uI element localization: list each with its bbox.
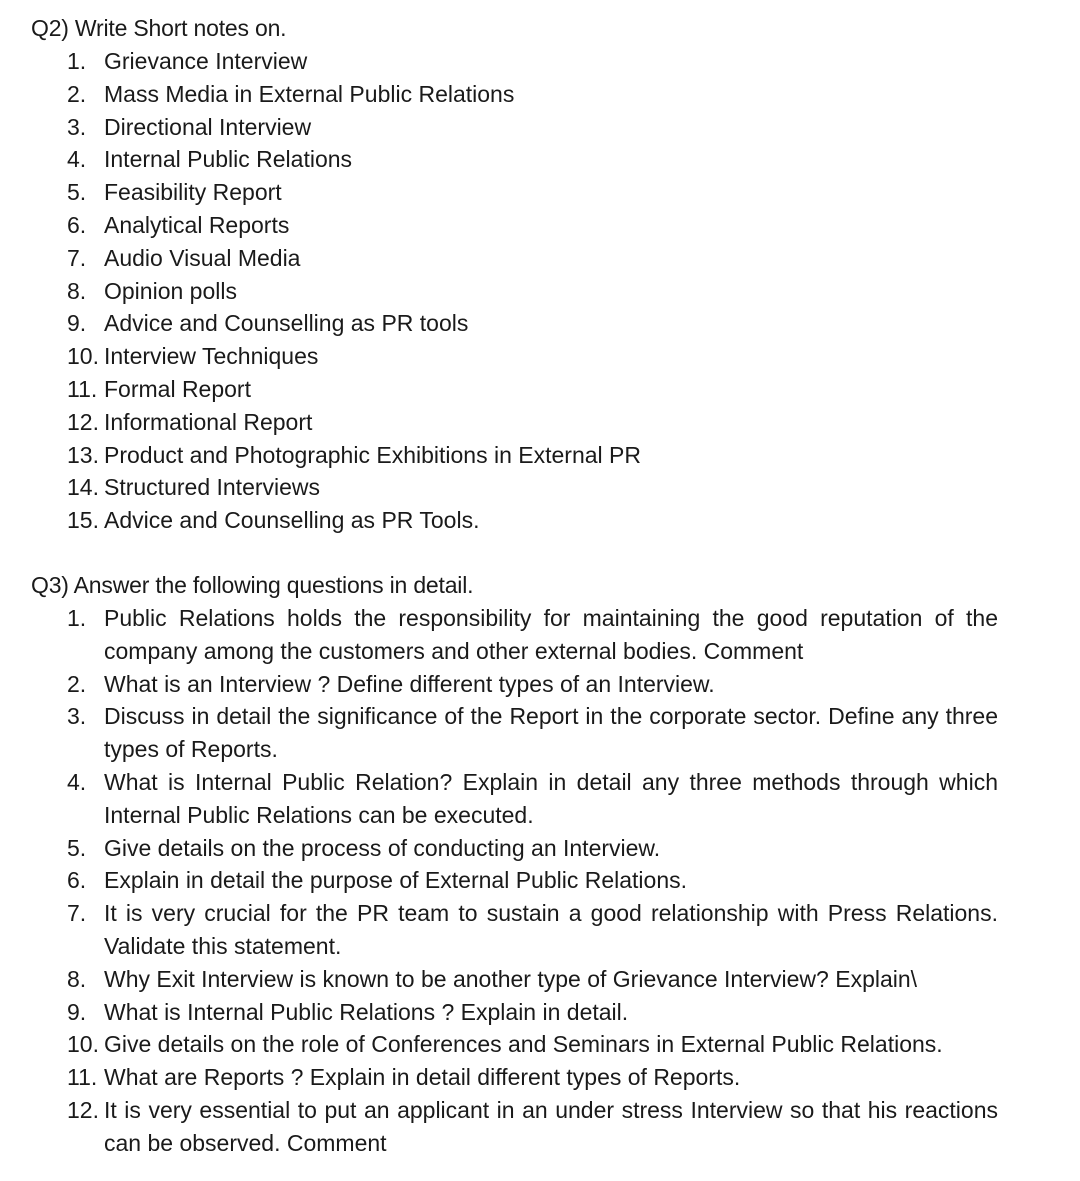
item-text: Mass Media in External Public Relations xyxy=(104,80,515,107)
list-item xyxy=(31,78,998,111)
list-item xyxy=(31,864,998,897)
item-text: What is an Interview ? Define different types of an Interview. xyxy=(104,670,715,697)
item-text: Formal Report xyxy=(104,375,251,402)
item-number: 11. xyxy=(67,1064,98,1091)
item-text: What is Internal Public Relations ? Explain in detail. xyxy=(104,998,629,1025)
item-text: Discuss in detail the significance of the Report in the corporate sector. Define any three types of Reports. xyxy=(104,703,998,763)
item-text: Explain in detail the purpose of External Public Relations. xyxy=(104,867,688,894)
item-number: 1. xyxy=(67,604,87,631)
list-item xyxy=(31,766,998,832)
list-item xyxy=(31,1094,998,1160)
list-item xyxy=(31,242,998,275)
item-text: Feasibility Report xyxy=(104,179,282,206)
list-item xyxy=(31,897,998,963)
item-text: Interview Techniques xyxy=(104,343,319,370)
section-spacer xyxy=(31,537,998,569)
item-text: Informational Report xyxy=(104,408,313,435)
item-number: 9. xyxy=(67,998,87,1025)
item-number: 7. xyxy=(67,900,87,927)
q3-heading: Q3) Answer the following questions in detail. xyxy=(31,571,474,598)
list-item xyxy=(31,504,998,537)
item-number: 15. xyxy=(67,507,99,534)
item-number: 6. xyxy=(67,211,87,238)
item-number: 6. xyxy=(67,867,87,894)
item-number: 2. xyxy=(67,670,87,697)
list-item xyxy=(31,668,998,701)
item-number: 8. xyxy=(67,277,87,304)
item-number: 8. xyxy=(67,965,87,992)
item-number: 5. xyxy=(67,179,87,206)
item-number: 4. xyxy=(67,146,87,173)
item-text: Give details on the role of Conferences and Seminars in External Public Relations. xyxy=(104,1031,943,1058)
item-text: Structured Interviews xyxy=(104,474,321,501)
list-item xyxy=(31,373,998,406)
item-text: Opinion polls xyxy=(104,277,237,304)
item-text: Advice and Counselling as PR Tools. xyxy=(104,507,480,534)
list-item xyxy=(31,45,998,78)
item-text: What is Internal Public Relation? Explain in detail any three methods through which Internal Public Relations can be executed. xyxy=(104,768,998,828)
item-number: 4. xyxy=(67,768,87,795)
item-number: 13. xyxy=(67,441,99,468)
item-text: Product and Photographic Exhibitions in External PR xyxy=(104,441,641,468)
list-item xyxy=(31,471,998,504)
item-number: 10. xyxy=(67,343,99,370)
list-item xyxy=(31,832,998,865)
item-number: 10. xyxy=(67,1031,99,1058)
list-item xyxy=(31,439,998,472)
item-number: 11. xyxy=(67,375,98,402)
list-item xyxy=(31,700,998,766)
item-text: Give details on the process of conducting an Interview. xyxy=(104,834,661,861)
q2-list xyxy=(31,45,998,537)
item-number: 3. xyxy=(67,703,87,730)
item-number: 5. xyxy=(67,834,87,861)
list-item xyxy=(31,406,998,439)
item-text: It is very crucial for the PR team to sustain a good relationship with Press Relations. Validate this statement. xyxy=(104,900,998,959)
list-item xyxy=(31,602,998,668)
item-text: Directional Interview xyxy=(104,113,312,140)
q2-heading: Q2) Write Short notes on. xyxy=(31,15,287,41)
item-text: Advice and Counselling as PR tools xyxy=(104,310,469,337)
list-item xyxy=(31,176,998,209)
list-item xyxy=(31,143,998,176)
item-text: Analytical Reports xyxy=(104,211,290,238)
list-item xyxy=(31,1061,998,1094)
item-text: Public Relations holds the responsibility for maintaining the good reputation of the company among the customers and other external bodies. Comment xyxy=(104,604,998,664)
list-item xyxy=(31,996,998,1029)
list-item xyxy=(31,963,998,996)
list-item xyxy=(31,209,998,242)
item-text: Grievance Interview xyxy=(104,48,308,74)
item-number: 3. xyxy=(67,113,87,140)
item-number: 1. xyxy=(67,48,87,74)
item-number: 14. xyxy=(67,474,99,501)
item-text: It is very essential to put an applicant in an under stress Interview so that his reactions can be observed. Comment xyxy=(104,1096,998,1156)
q3-list xyxy=(31,602,998,1160)
item-number: 7. xyxy=(67,244,87,271)
list-item xyxy=(31,275,998,308)
item-number: 9. xyxy=(67,310,87,337)
item-text: What are Reports ? Explain in detail different types of Reports. xyxy=(104,1064,741,1091)
list-item xyxy=(31,111,998,144)
item-number: 12. xyxy=(67,1096,99,1123)
item-text: Audio Visual Media xyxy=(104,244,301,271)
item-number: 2. xyxy=(67,80,87,107)
list-item xyxy=(31,307,998,340)
item-text: Why Exit Interview is known to be another type of Grievance Interview? Explain\ xyxy=(104,965,918,992)
list-item xyxy=(31,340,998,373)
item-number: 12. xyxy=(67,408,99,435)
item-text: Internal Public Relations xyxy=(104,146,353,173)
list-item xyxy=(31,1028,998,1061)
